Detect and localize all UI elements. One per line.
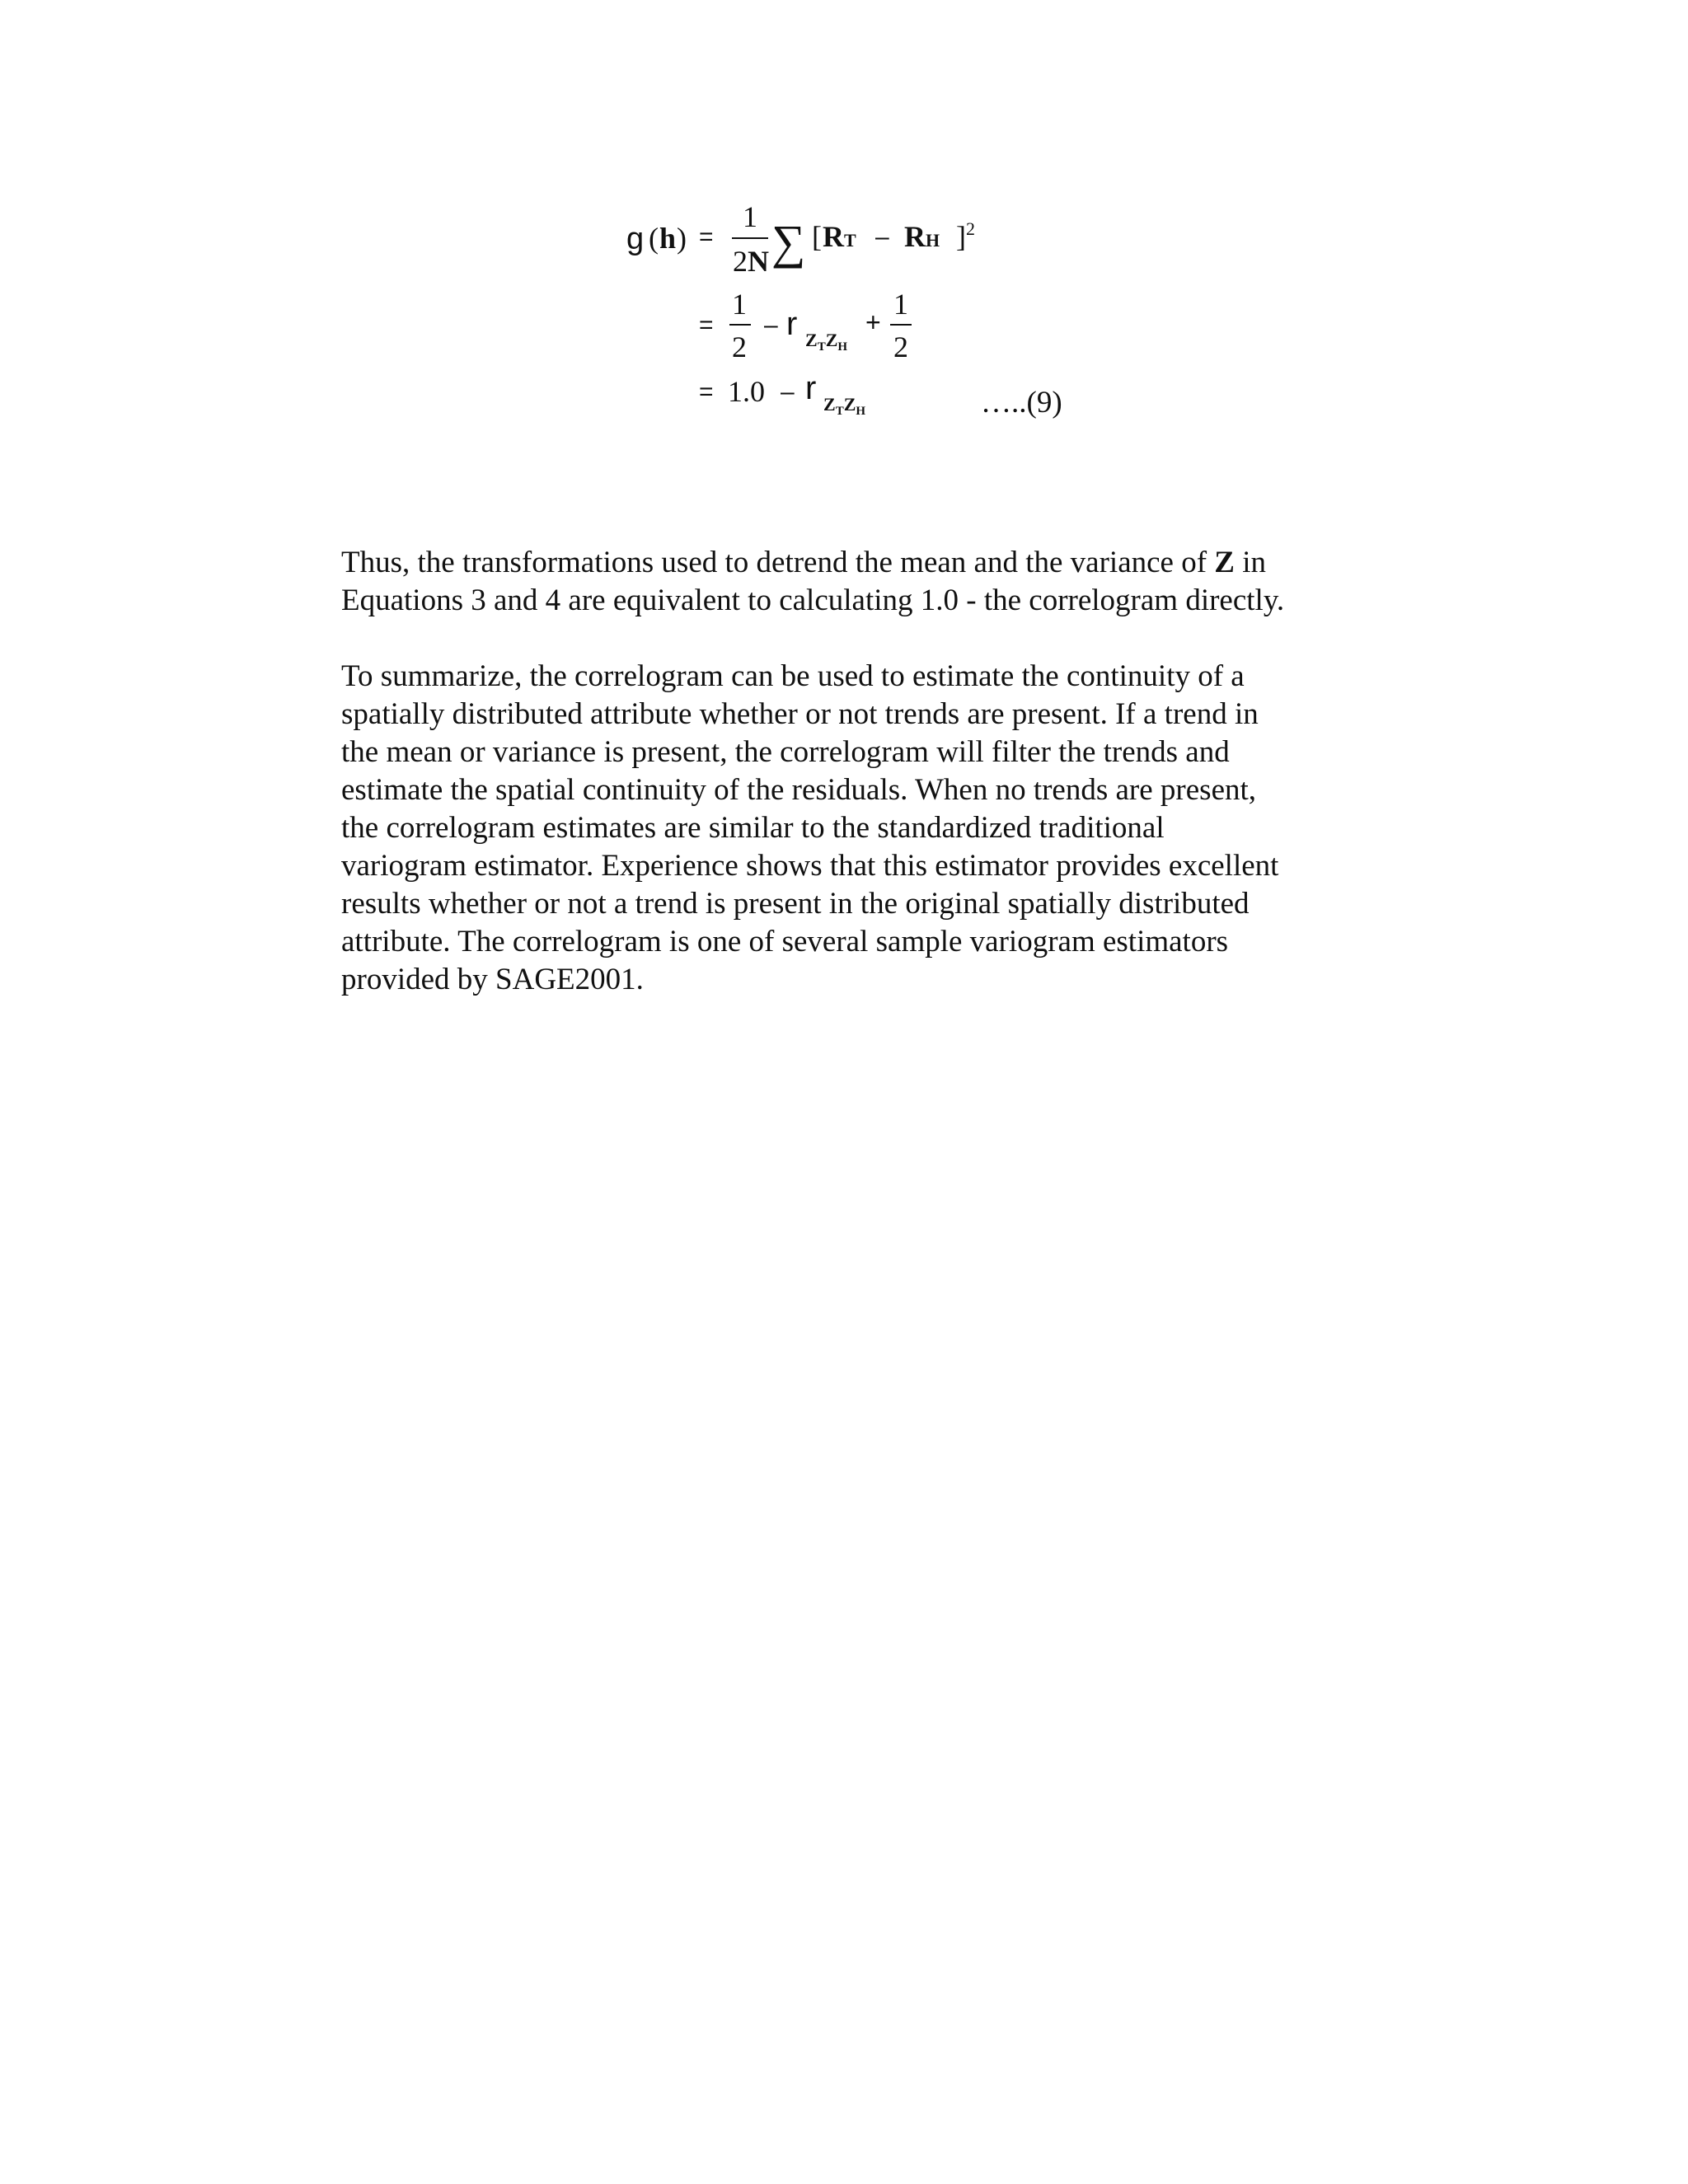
lhs-arg-h: h — [659, 222, 677, 255]
bracket-close: ]$^2$ — [956, 218, 975, 253]
r-var: R — [823, 220, 844, 253]
rho-subscript-1: ZTZH — [805, 330, 848, 354]
rho-subscript-2: ZTZH — [823, 394, 866, 418]
frac2-bar — [729, 324, 751, 326]
constant-one: 1.0 — [728, 375, 765, 408]
paragraph-line: estimate the spatial continuity of the residuals. When no trends are present, — [341, 773, 1257, 807]
r-h-term — [904, 222, 940, 251]
paragraph-line: provided by SAGE2001. — [341, 963, 644, 996]
equals-sign-1: = — [699, 223, 714, 251]
bold-z: Z — [1214, 546, 1235, 579]
gamma-symbol: g — [626, 222, 645, 256]
paragraph-line: attribute. The correlogram is one of several sample variogram estimators — [341, 925, 1229, 958]
frac3-bar — [890, 324, 912, 326]
equals-sign-3: = — [699, 378, 714, 405]
sub-t: T — [844, 230, 856, 251]
paragraph-line: results whether or not a trend is present in the original spatially distributed — [341, 887, 1250, 921]
paragraph-line: the mean or variance is present, the correlogram will filter the trends and — [341, 735, 1230, 769]
minus-sign-2: – — [764, 312, 778, 339]
minus-sign-1: – — [875, 223, 889, 251]
equation-number: …..(9) — [981, 386, 1062, 419]
paragraph-line: variogram estimator. Experience shows that this estimator provides excellent — [341, 849, 1279, 883]
paragraph-transformations — [341, 544, 1380, 620]
bracket-open: [ — [812, 220, 822, 253]
rho-symbol-1: r — [786, 306, 798, 342]
r-var-2: R — [904, 220, 926, 253]
paragraph-line: the correlogram estimates are similar to the standardized traditional — [341, 811, 1165, 845]
sub-h: H — [926, 230, 940, 251]
paragraph-line: Thus, the transformations used to detrend the mean and the variance of Z in — [341, 546, 1267, 579]
paragraph-line: To summarize, the correlogram can be used to estimate the continuity of a — [341, 659, 1245, 693]
minus-sign-3: – — [781, 378, 795, 405]
frac2-numerator: 1 — [732, 288, 747, 321]
exponent-2: 2 — [966, 218, 975, 239]
paragraph-line: Equations 3 and 4 are equivalent to calculating 1.0 - the correlogram directly. — [341, 583, 1285, 617]
sigma-symbol: ∑ — [771, 215, 806, 269]
equation-9 — [610, 185, 1170, 449]
denominator-coef: 2 — [733, 245, 748, 278]
equals-sign-2: = — [699, 312, 714, 339]
lhs-paren-close: ) — [677, 222, 687, 255]
frac1-numerator: 1 — [743, 200, 757, 233]
frac2-denominator: 2 — [732, 330, 747, 363]
frac1-denominator — [733, 246, 769, 276]
frac3-denominator: 2 — [893, 330, 908, 363]
lhs-paren-open: ( — [649, 222, 659, 255]
paragraph-line: spatially distributed attribute whether or not trends are present. If a trend in — [341, 697, 1259, 731]
plus-sign: + — [865, 307, 881, 337]
frac3-numerator: 1 — [893, 288, 908, 321]
denominator-var: N — [748, 245, 769, 278]
frac1-bar — [732, 237, 768, 239]
r-t-term — [823, 222, 856, 251]
paragraph-summary — [341, 658, 1380, 999]
rho-symbol-2: r — [805, 370, 817, 406]
